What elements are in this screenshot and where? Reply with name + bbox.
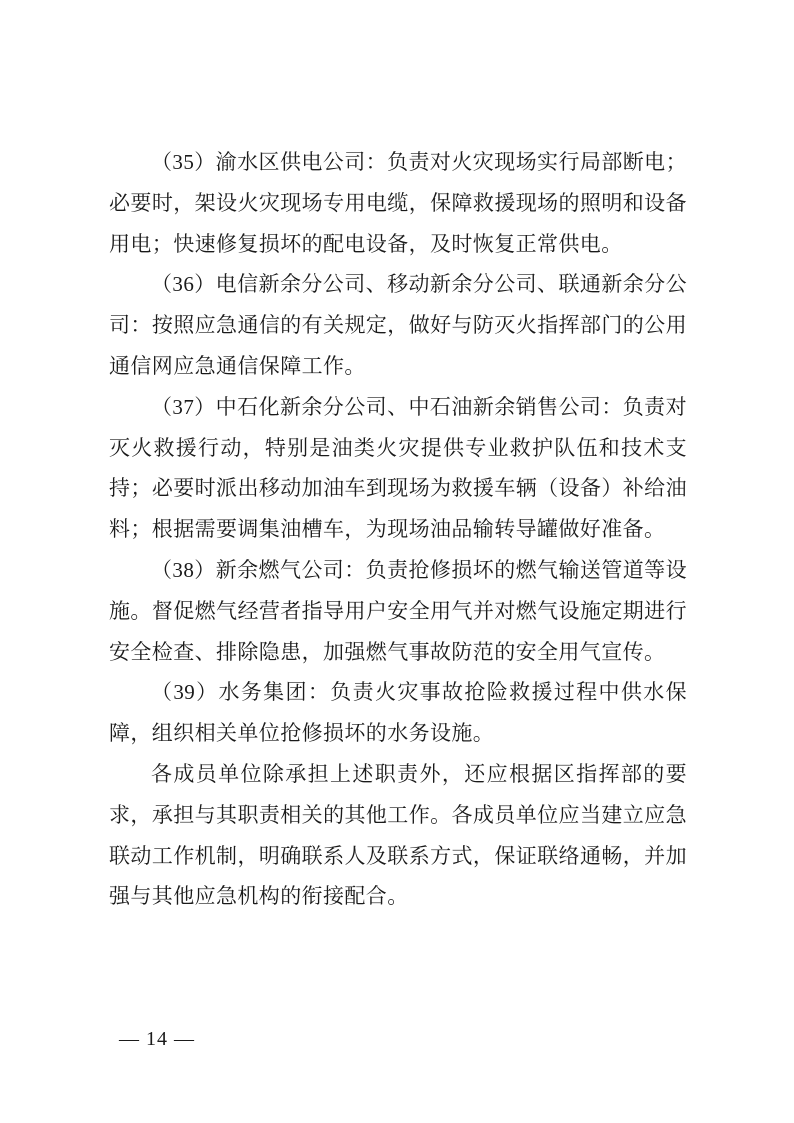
paragraph-item-36: （36）电信新余分公司、移动新余分公司、联通新余分公司：按照应急通信的有关规定，做好与防灭火指挥部门的公用通信网应急通信保障工作。 (109, 272, 687, 378)
page-number: — 14 — (119, 1028, 195, 1050)
paragraph-item-37: （37）中石化新余分公司、中石油新余销售公司：负责对灭火救援行动，特别是油类火灾提供专业救护队伍和技术支持；必要时派出移动加油车到现场为救援车辆（设备）补给油料；根据需要调集油槽车，为现场油品输转导罐做好准备。 (109, 394, 687, 542)
document-body (109, 142, 687, 917)
paragraph-item-38: （38）新余燃气公司：负责抢修损坏的燃气输送管道等设施。督促燃气经营者指导用户安全用气并对燃气设施定期进行安全检查、排除隐患，加强燃气事故防范的安全用气宣传。 (109, 557, 687, 664)
paragraph-item-35: （35）渝水区供电公司：负责对火灾现场实行局部断电；必要时，架设火灾现场专用电缆，保障救援现场的照明和设备用电；快速修复损坏的配电设备，及时恢复正常供电。 (109, 150, 687, 256)
paragraph-closing: 各成员单位除承担上述职责外，还应根据区指挥部的要求，承担与其职责相关的其他工作。各成员单位应当建立应急联动工作机制，明确联系人及联系方式，保证联络通畅，并加强与其他应急机构的衔接配合。 (109, 761, 687, 909)
paragraph-item-39: （39）水务集团：负责火灾事故抢险救援过程中供水保障，组织相关单位抢修损坏的水务设施。 (109, 680, 687, 746)
